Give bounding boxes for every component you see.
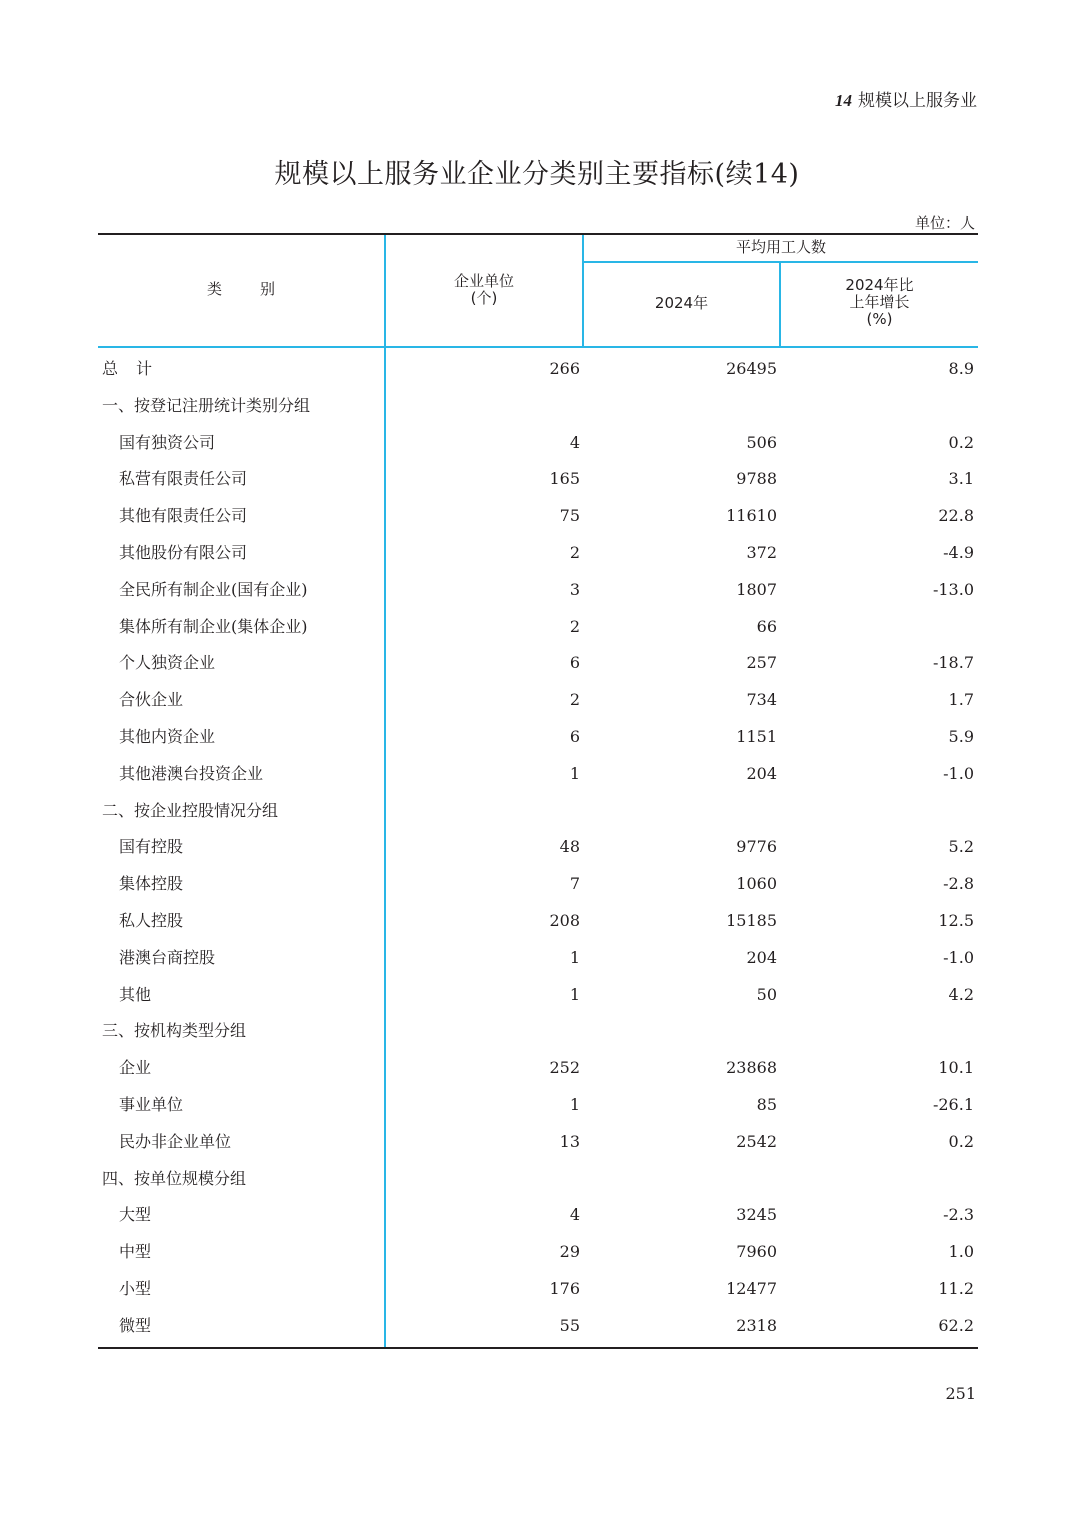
row-growth: -13.0 xyxy=(932,579,974,599)
row-category: 四、按单位规模分组 xyxy=(102,1168,247,1188)
row-category: 合伙企业 xyxy=(119,690,184,710)
row-units: 2 xyxy=(569,690,580,710)
row-employees: 85 xyxy=(756,1094,777,1114)
row-category: 其他内资企业 xyxy=(119,726,216,746)
row-category: 小型 xyxy=(119,1278,152,1298)
row-units: 13 xyxy=(559,1131,580,1151)
row-units: 3 xyxy=(569,579,580,599)
row-units: 252 xyxy=(549,1058,580,1078)
row-units: 48 xyxy=(559,837,580,857)
table-row xyxy=(98,461,978,498)
row-employees: 734 xyxy=(746,690,777,710)
row-category: 三、按机构类型分组 xyxy=(102,1021,247,1041)
row-growth: 22.8 xyxy=(938,506,974,526)
row-employees: 12477 xyxy=(726,1278,777,1298)
table-row xyxy=(98,1197,978,1234)
table-row xyxy=(98,645,978,682)
header-units: 企业单位 (个) xyxy=(453,272,514,307)
table-row xyxy=(98,1124,978,1161)
row-growth: 1.7 xyxy=(948,690,974,710)
table-row xyxy=(98,609,978,646)
row-category: 事业单位 xyxy=(119,1094,184,1114)
row-units: 1 xyxy=(569,763,580,783)
table-row xyxy=(98,903,978,940)
page-number: 251 xyxy=(945,1384,976,1403)
row-employees: 15185 xyxy=(726,910,777,930)
row-category: 中型 xyxy=(119,1242,152,1262)
group-heading-row xyxy=(98,388,978,425)
table-bottom-rule xyxy=(98,1347,978,1349)
row-category: 其他 xyxy=(119,984,152,1004)
row-growth: 0.2 xyxy=(948,1131,974,1151)
row-category: 民办非企业单位 xyxy=(119,1131,232,1151)
table-row xyxy=(98,940,978,977)
row-growth: 8.9 xyxy=(948,359,974,378)
row-category: 集体控股 xyxy=(119,874,184,894)
row-growth: -1.0 xyxy=(943,947,974,967)
unit-label: 单位：人 xyxy=(914,214,975,232)
row-units: 6 xyxy=(569,653,580,673)
row-category: 企业 xyxy=(119,1058,152,1078)
row-category: 微型 xyxy=(119,1315,152,1335)
page-title: 规模以上服务业企业分类别主要指标(续14) xyxy=(274,159,800,190)
row-employees: 257 xyxy=(746,653,777,673)
row-category: 其他股份有限公司 xyxy=(119,542,248,562)
table-row xyxy=(98,866,978,903)
row-growth: 5.2 xyxy=(948,837,974,857)
row-units: 1 xyxy=(569,984,580,1004)
table-row xyxy=(98,1087,978,1124)
row-units: 266 xyxy=(549,359,580,378)
row-category: 港澳台商控股 xyxy=(119,947,216,967)
table-row xyxy=(98,1271,978,1308)
table-row xyxy=(98,977,978,1014)
header-bottom-rule xyxy=(98,346,978,348)
row-category: 大型 xyxy=(119,1205,152,1225)
row-category: 全民所有制企业(国有企业) xyxy=(119,579,308,599)
row-category: 国有独资公司 xyxy=(119,432,216,452)
row-units: 1 xyxy=(569,947,580,967)
row-growth: 4.2 xyxy=(948,984,974,1004)
table-row xyxy=(98,572,978,609)
table-row xyxy=(98,829,978,866)
row-category: 一、按登记注册统计类别分组 xyxy=(102,395,311,415)
row-employees: 2318 xyxy=(736,1315,777,1335)
row-growth: 10.1 xyxy=(938,1058,974,1078)
table-row xyxy=(98,1050,978,1087)
row-growth: -4.9 xyxy=(943,542,974,562)
row-growth: 0.2 xyxy=(948,432,974,452)
table-row xyxy=(98,425,978,462)
row-growth: -26.1 xyxy=(932,1094,974,1114)
table-row xyxy=(98,1308,978,1345)
row-growth: -18.7 xyxy=(932,653,974,673)
row-employees: 204 xyxy=(746,947,777,967)
row-category: 总计 xyxy=(102,359,171,378)
row-growth: 12.5 xyxy=(938,910,974,930)
row-growth: -2.3 xyxy=(943,1205,974,1225)
header-category: 类别 xyxy=(206,280,313,298)
section-title: 规模以上服务业 xyxy=(858,91,977,111)
row-category: 集体所有制企业(集体企业) xyxy=(119,616,308,636)
table-top-rule xyxy=(98,233,978,235)
row-employees: 1151 xyxy=(736,726,777,746)
row-units: 55 xyxy=(559,1315,580,1335)
row-employees: 2542 xyxy=(736,1131,777,1151)
row-category: 私营有限责任公司 xyxy=(119,469,248,489)
row-units: 176 xyxy=(549,1278,580,1298)
row-category: 私人控股 xyxy=(119,910,184,930)
row-units: 2 xyxy=(569,542,580,562)
row-units: 2 xyxy=(569,616,580,636)
table-row xyxy=(98,1234,978,1271)
chapter-number: 14 xyxy=(835,91,852,110)
row-category: 其他有限责任公司 xyxy=(119,506,248,526)
row-employees: 66 xyxy=(756,616,777,636)
row-employees: 3245 xyxy=(736,1205,777,1225)
row-category: 国有控股 xyxy=(119,837,184,857)
row-employees: 204 xyxy=(746,763,777,783)
row-employees: 11610 xyxy=(726,506,777,526)
table-row xyxy=(98,682,978,719)
row-employees: 50 xyxy=(756,984,777,1004)
row-employees: 1807 xyxy=(736,579,777,599)
group-heading-row xyxy=(98,1161,978,1198)
row-employees: 26495 xyxy=(726,359,777,378)
row-category: 其他港澳台投资企业 xyxy=(119,763,264,783)
row-growth: -2.8 xyxy=(943,874,974,894)
row-employees: 9788 xyxy=(736,469,777,489)
row-employees: 7960 xyxy=(736,1242,777,1262)
running-head xyxy=(835,86,977,111)
row-employees: 1060 xyxy=(736,874,777,894)
row-growth: -1.0 xyxy=(943,763,974,783)
row-employees: 9776 xyxy=(736,837,777,857)
header-year-2024: 2024年 xyxy=(654,294,709,312)
row-units: 208 xyxy=(549,910,580,930)
row-employees: 506 xyxy=(746,432,777,452)
row-growth: 3.1 xyxy=(948,469,974,489)
row-units: 6 xyxy=(569,726,580,746)
table-row xyxy=(98,719,978,756)
row-units: 29 xyxy=(559,1242,580,1262)
row-employees: 23868 xyxy=(726,1058,777,1078)
header-employees-group: 平均用工人数 xyxy=(735,238,826,256)
row-units: 1 xyxy=(569,1094,580,1114)
table-body xyxy=(98,351,978,1345)
row-units: 4 xyxy=(569,1205,580,1225)
table-row xyxy=(98,351,978,388)
row-growth: 5.9 xyxy=(948,726,974,746)
table-row xyxy=(98,535,978,572)
row-units: 165 xyxy=(549,469,580,489)
header-growth: 2024年比 上年增长 (%) xyxy=(845,276,914,328)
table-row xyxy=(98,756,978,793)
row-growth: 11.2 xyxy=(938,1278,974,1298)
table-row xyxy=(98,498,978,535)
group-heading-row xyxy=(98,1013,978,1050)
row-employees: 372 xyxy=(746,542,777,562)
row-category: 二、按企业控股情况分组 xyxy=(102,800,279,820)
row-category: 个人独资企业 xyxy=(119,653,216,673)
row-units: 4 xyxy=(569,432,580,452)
row-units: 7 xyxy=(569,874,580,894)
group-heading-row xyxy=(98,793,978,830)
row-units: 75 xyxy=(559,506,580,526)
row-growth: 62.2 xyxy=(938,1315,974,1335)
row-growth: 1.0 xyxy=(948,1242,974,1262)
